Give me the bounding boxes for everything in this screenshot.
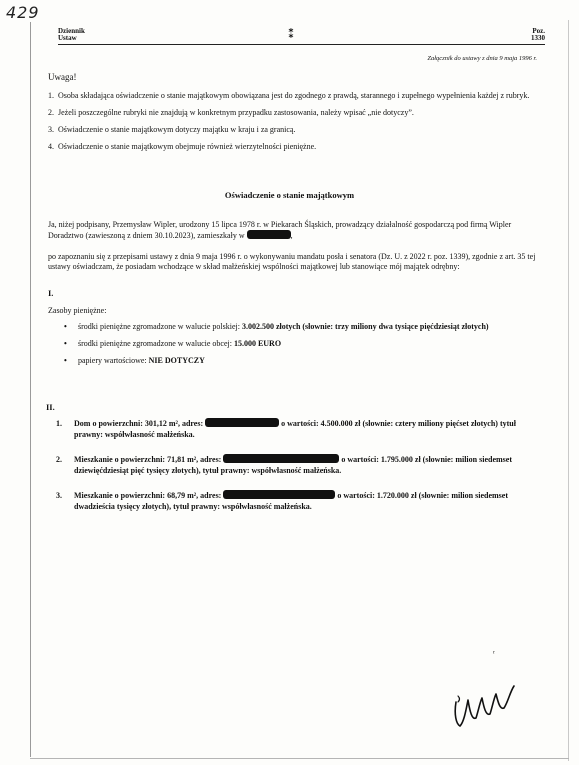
notice-item	[48, 141, 548, 152]
list-item	[56, 454, 536, 476]
redacted-address	[205, 418, 279, 427]
bullet-icon: •	[64, 322, 67, 331]
property-value: o wartości: 4.500.000 zł (słownie: cztery miliony pięćset złotych) tytuł prawny: współwłasność małżeńska.	[74, 419, 516, 439]
property-value: o wartości: 1.795.000 zł (słownie: milion siedemset dziewięćdziesiąt pięć tysięcy złotych), tytuł prawny: współwłasność małżeńska.	[74, 455, 512, 475]
notice-text: Jeżeli poszczególne rubryki nie znajdują w konkretnym przypadku zastosowania, należy wpisać „nie dotyczy”.	[58, 108, 414, 117]
notice-number: 3.	[48, 125, 54, 134]
property-description	[74, 418, 536, 440]
notice-number: 4.	[48, 142, 54, 151]
handwritten-signature	[448, 672, 528, 732]
property-area: Mieszkanie o powierzchni: 71,81 m², adres:	[74, 455, 222, 464]
notice-item	[48, 107, 548, 118]
attachment-note: Załącznik do ustawy z dnia 9 maja 1996 r.	[427, 55, 537, 62]
scan-edge-bottom	[30, 758, 569, 759]
real-estate-list	[56, 418, 536, 526]
bullet-icon: •	[64, 339, 67, 348]
cash-foreign-label: środki pieniężne zgromadzone w walucie obcej:	[78, 339, 234, 348]
property-value: o wartości: 1.720.000 zł (słownie: milion siedemset dwadzieścia tysięcy złotych), tytuł prawny: współwłasność małżeńska.	[74, 491, 508, 511]
list-item-text	[78, 322, 489, 332]
cash-pln-label: środki pieniężne zgromadzone w walucie polskiej:	[78, 322, 242, 331]
declarant-text: Ja, niżej podpisany, Przemysław Wipler, urodzony 15 lipca 1978 r. w Piekarach Śląskich, prowadzący działalność gospodarczą pod firmą Wipler Doradztwo (zawieszoną z dniem 30.10.2023), zamieszkały w	[48, 220, 512, 240]
securities-label: papiery wartościowe:	[78, 356, 149, 365]
header-position-number: 1330	[531, 34, 545, 42]
list-item	[64, 322, 534, 332]
property-area: Dom o powierzchni: 301,12 m², adres:	[74, 419, 204, 428]
header-center-mark: ⁑	[288, 27, 295, 41]
list-item	[64, 356, 534, 366]
notice-number: 1.	[48, 91, 54, 100]
list-item-text	[78, 356, 205, 366]
property-number: 3.	[56, 491, 62, 500]
declarant-statement	[48, 220, 548, 241]
notice-number: 2.	[48, 108, 54, 117]
header-position-label: Poz.	[532, 27, 545, 35]
property-number: 2.	[56, 455, 62, 464]
property-number: 1.	[56, 419, 62, 428]
list-item-text	[78, 339, 281, 349]
bullet-icon: •	[64, 356, 67, 365]
header-journal-sub: Ustaw	[58, 34, 77, 42]
cash-resources-heading: Zasoby pieniężne:	[48, 306, 107, 315]
notice-text: Osoba składająca oświadczenie o stanie majątkowym obowiązana jest do zgodnego z prawdą, starannego i zupełnego wypełnienia każdej z rubryk.	[58, 91, 530, 100]
scan-edge-right	[568, 20, 569, 761]
list-item	[56, 418, 536, 440]
header-left	[58, 28, 85, 42]
cash-pln-value: 3.002.500 złotych (słownie: trzy miliony dwa tysiące pięćdziesiąt złotych)	[241, 322, 489, 331]
redacted-address	[223, 454, 339, 463]
declarant-comma: ,	[290, 231, 293, 240]
cash-resources-list	[64, 322, 534, 373]
handwritten-page-number: 429	[6, 3, 40, 22]
property-description	[74, 454, 536, 476]
notice-text: Oświadczenie o stanie majątkowym obejmuje również wierzytelności pieniężne.	[58, 142, 317, 151]
document-title: Oświadczenie o stanie majątkowym	[224, 190, 355, 200]
securities-value: NIE DOTYCZY	[148, 356, 205, 365]
cash-foreign-value: 15.000 EURO	[233, 339, 282, 348]
handwritten-mark: ʳ	[493, 648, 495, 658]
section-2-label: II.	[46, 402, 55, 412]
redacted-address	[247, 230, 291, 239]
notice-item	[48, 124, 548, 135]
property-area: Mieszkanie o powierzchni: 68,79 m², adres:	[74, 491, 222, 500]
notice-heading: Uwaga!	[48, 72, 77, 82]
scan-edge-left	[30, 22, 31, 757]
header-journal-name: Dziennik	[58, 27, 85, 35]
section-1-label: I.	[48, 288, 54, 298]
notice-text: Oświadczenie o stanie majątkowym dotyczy majątku w kraju i za granicą.	[58, 125, 296, 134]
gazette-header	[58, 28, 545, 45]
header-right	[531, 28, 545, 42]
list-item	[56, 490, 536, 512]
property-description	[74, 490, 536, 512]
redacted-address	[223, 490, 335, 499]
list-item	[64, 339, 534, 349]
notice-list	[48, 90, 548, 158]
legal-basis-statement: po zapoznaniu się z przepisami ustawy z dnia 9 maja 1996 r. o wykonywaniu mandatu posła i senatora (Dz. U. z 2022 r. poz. 1339), zgodnie z art. 35 tej ustawy oświadczam, że posiadam wchodzące w skład małżeńskiej wspólności majątkowej lub stanowiące mój majątek odrębny:	[48, 252, 536, 271]
notice-item	[48, 90, 548, 101]
